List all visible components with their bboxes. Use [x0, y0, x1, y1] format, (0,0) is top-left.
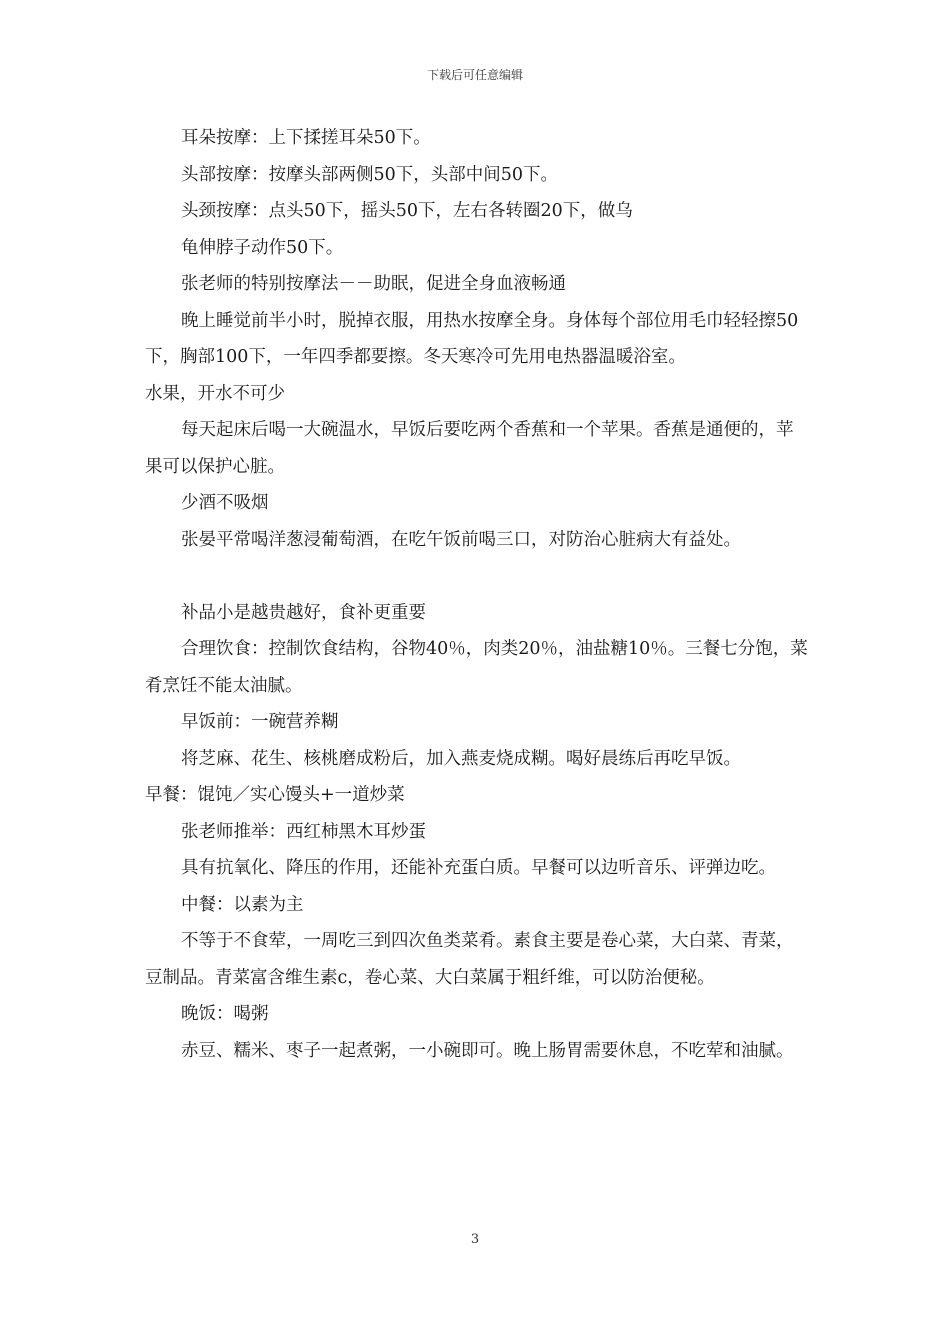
- paragraph-dinner-details: 赤豆、糯米、枣子一起煮粥，一小碗即可。晚上肠胃需要休息，不吃荤和油腻。: [181, 1040, 794, 1061]
- blank-line: [145, 558, 810, 595]
- heading-before-breakfast: 早饭前：一碗营养糊: [181, 712, 339, 732]
- paragraph-onion-wine: 张晏平常喝洋葱浸葡萄酒，在吃午饭前喝三口，对防治心脏病大有益处。: [181, 529, 741, 550]
- heading-breakfast: 早餐：馄饨／实心馒头+一道炒菜: [145, 785, 405, 805]
- paragraph-lunch-details: 不等于不食荤，一周吃三到四次鱼类菜肴。素食主要是卷心菜，大白菜、青菜，豆制品。青菜富含维生素c，卷心菜、大白菜属于粗纤维，可以防治便秘。: [145, 931, 794, 988]
- paragraph-morning-water: 每天起床后喝一大碗温水，早饭后要吃两个香蕉和一个苹果。香蕉是通便的，苹果可以保护心脏。: [145, 420, 794, 477]
- document-body: [145, 120, 810, 1069]
- paragraph-ear-massage: 耳朵按摩：上下揉搓耳朵50下。: [181, 128, 431, 148]
- heading-food-supplements: 补品小是越贵越好，食补更重要: [181, 602, 426, 623]
- paragraph-night-massage: 晚上睡觉前半小时，脱掉衣服，用热水按摩全身。身体每个部位用毛巾轻轻擦50下，胸部100下，一年四季都要擦。冬天寒冷可先用电热器温暖浴室。: [145, 310, 799, 367]
- paragraph-diet-structure: 合理饮食：控制饮食结构，谷物40％，肉类20％，油盐糖10％。三餐七分饱，菜肴烹饪不能太油腻。: [145, 639, 808, 696]
- paragraph-neck-massage: 头颈按摩：点头50下，摇头50下，左右各转圈20下，做乌: [181, 201, 633, 221]
- heading-special-massage: 张老师的特别按摩法－－助眠，促进全身血液畅通: [181, 274, 566, 294]
- paragraph-nutrition-paste: 将芝麻、花生、核桃磨成粉后，加入燕麦烧成糊。喝好晨练后再吃早饭。: [181, 748, 741, 769]
- heading-recommended-dish: 张老师推举：西红柿黑木耳炒蛋: [181, 821, 426, 842]
- heading-fruit-water: 水果，开水不可少: [145, 383, 285, 404]
- heading-dinner: 晚饭：喝粥: [181, 1004, 269, 1024]
- heading-lunch: 中餐：以素为主: [181, 894, 304, 915]
- paragraph-neck-massage-cont: 龟伸脖子动作50下。: [181, 237, 344, 258]
- heading-alcohol-smoking: 少酒不吸烟: [181, 493, 269, 513]
- page-number: 3: [470, 1232, 480, 1247]
- page-header: 下载后可任意编辑: [426, 68, 523, 82]
- paragraph-dish-benefits: 具有抗氧化、降压的作用，还能补充蛋白质。早餐可以边听音乐、评弹边吃。: [181, 858, 776, 878]
- paragraph-head-massage: 头部按摩：按摩头部两侧50下，头部中间50下。: [181, 164, 559, 185]
